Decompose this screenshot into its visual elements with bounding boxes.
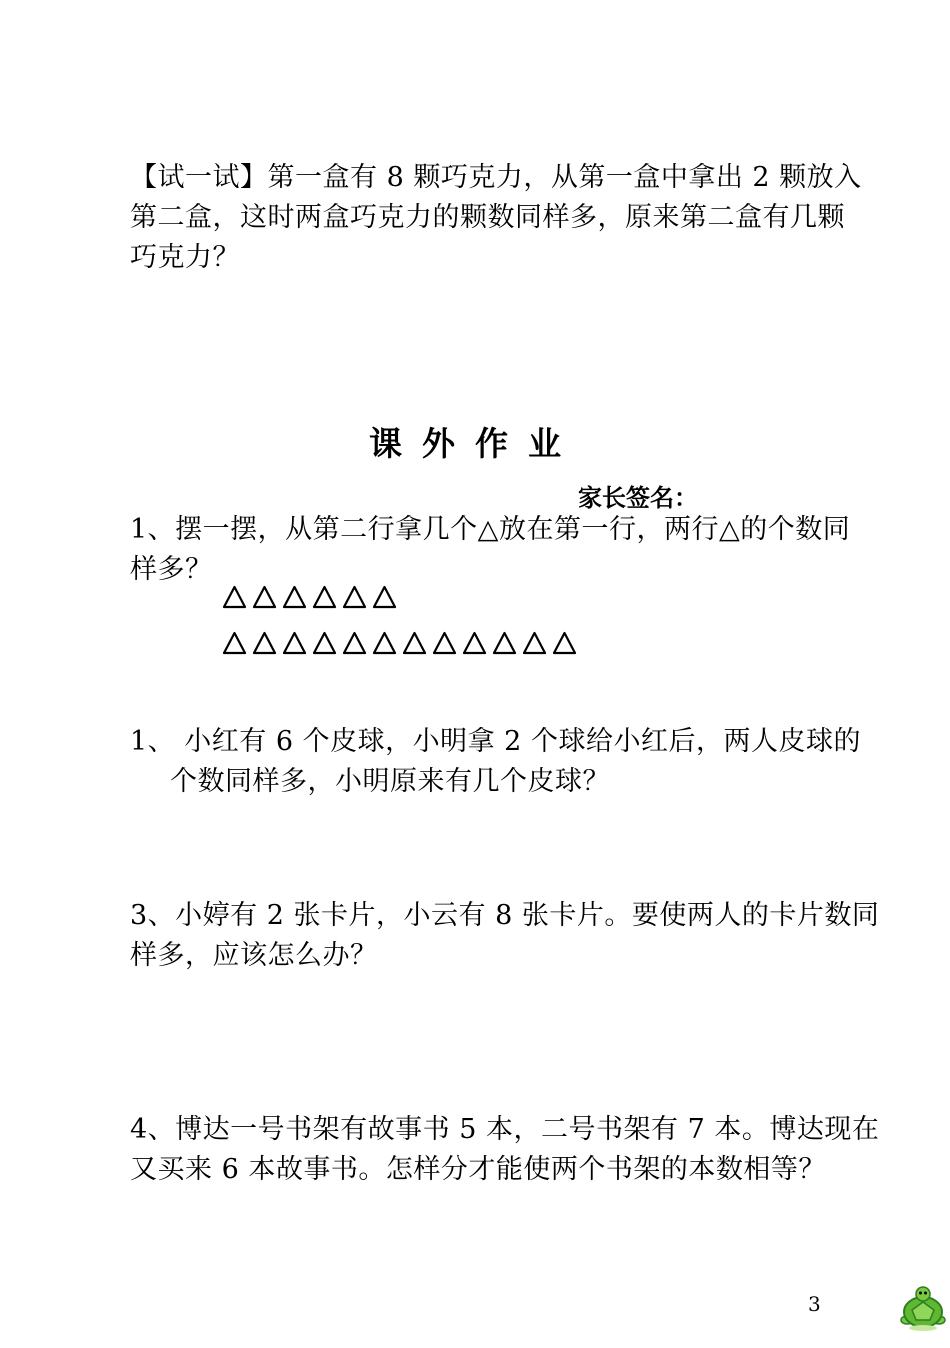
question-4-line: 4、博达一号书架有故事书 5 本，二号书架有 7 本。博达现在: [130, 1114, 880, 1145]
try-it-line: 第二盒，这时两盒巧克力的颗数同样多，原来第二盒有几颗: [130, 202, 845, 233]
page-number: 3: [808, 1292, 821, 1316]
question-1-line: 样多？: [130, 554, 213, 585]
question-2-line: 个数同样多，小明原来有几个皮球？: [170, 766, 610, 797]
triangle-shape: [342, 585, 367, 609]
triangle-shape: [372, 585, 397, 609]
triangle-shape: [282, 631, 307, 655]
question-1-line: 1、摆一摆，从第二行拿几个△放在第一行，两行△的个数同: [130, 514, 851, 545]
triangle-shape: [432, 631, 457, 655]
triangle-shape: [372, 631, 397, 655]
triangle-row-1: [222, 585, 397, 609]
try-it-problem: [130, 158, 862, 278]
question-3: [130, 896, 879, 976]
turtle-icon: [898, 1286, 948, 1336]
triangle-shape: [312, 631, 337, 655]
triangle-shape: [492, 631, 517, 655]
try-it-line: 巧克力？: [130, 242, 240, 273]
triangle-shape: [552, 631, 577, 655]
triangle-shape: [522, 631, 547, 655]
question-4-line: 又买来 6 本故事书。怎样分才能使两个书架的本数相等？: [130, 1154, 826, 1185]
triangle-shape: [252, 585, 277, 609]
triangle-shape: [252, 631, 277, 655]
triangle-row-2: [222, 631, 577, 655]
triangle-shape: [402, 631, 427, 655]
triangle-shape: [342, 631, 367, 655]
question-2: [130, 722, 861, 802]
try-it-line: 【试一试】第一盒有 8 颗巧克力，从第一盒中拿出 2 颗放入: [130, 162, 862, 193]
triangle-shape: [312, 585, 337, 609]
triangle-shape: [282, 585, 307, 609]
question-1: [130, 510, 850, 590]
question-3-line: 样多，应该怎么办？: [130, 940, 378, 971]
question-2-line: 1、 小红有 6 个皮球，小明拿 2 个球给小红后，两人皮球的: [130, 726, 861, 757]
triangle-shape: [222, 631, 247, 655]
triangle-shape: [462, 631, 487, 655]
homework-title: 课外作业: [369, 424, 581, 463]
question-3-line: 3、小婷有 2 张卡片，小云有 8 张卡片。要使两人的卡片数同: [130, 900, 880, 931]
parent-signature-label: 家长签名：: [578, 484, 698, 512]
triangle-shape: [222, 585, 247, 609]
question-4: [130, 1110, 879, 1190]
